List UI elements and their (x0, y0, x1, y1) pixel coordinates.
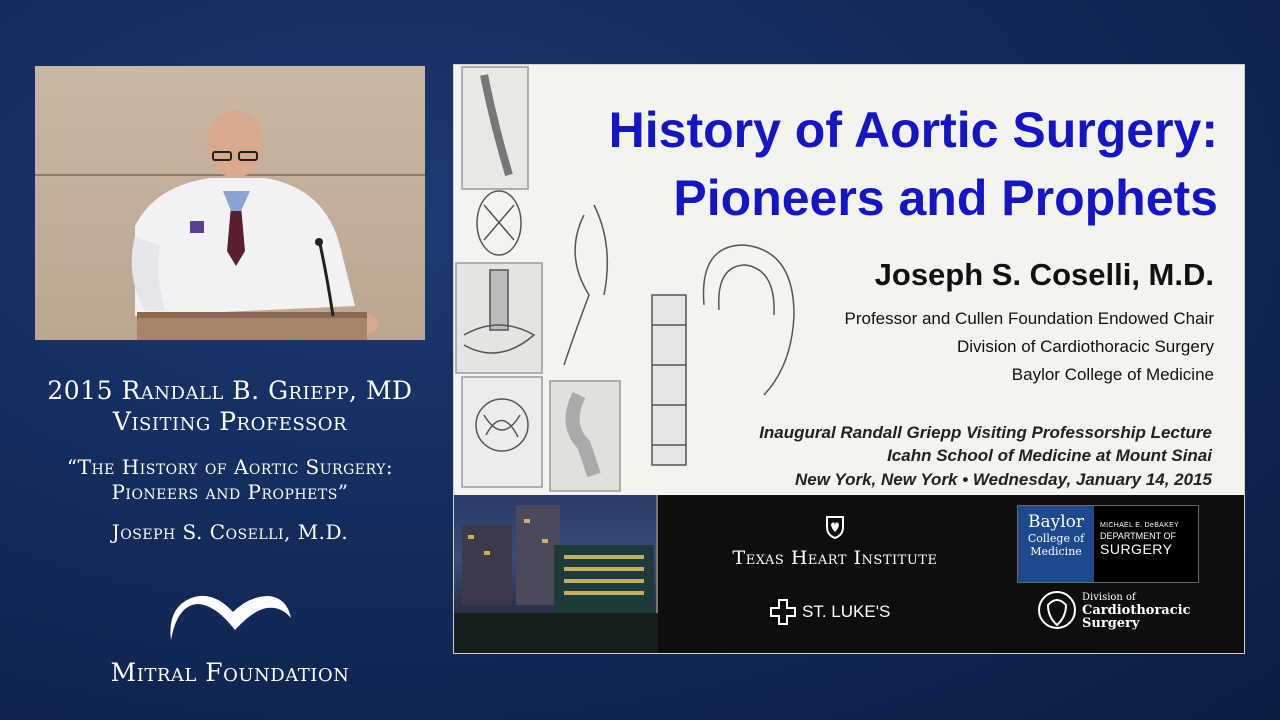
talk-title-line2: Pioneers and Prophets” (111, 480, 349, 504)
slide-footer (454, 495, 1245, 654)
cardiothoracic-division-logo: Division of Cardiothoracic Surgery (1036, 587, 1191, 633)
speaker-name: Joseph S. Coselli, M.D. (111, 520, 349, 544)
speaker-video (35, 66, 425, 340)
lecture-line: New York, New York • Wednesday, January 14, 2015 (795, 470, 1212, 489)
slide-author: Joseph S. Coselli, M.D. (874, 257, 1214, 292)
affiliation-line: Baylor College of Medicine (1011, 365, 1214, 384)
presentation-slide (453, 64, 1245, 654)
event-title-line2: Visiting Professor (112, 407, 348, 436)
hospital-photo (454, 495, 658, 654)
lecture-line: Icahn School of Medicine at Mount Sinai (887, 446, 1212, 465)
speaker-figure (35, 66, 425, 340)
texas-heart-institute-logo: Texas Heart Institute (720, 515, 950, 569)
heart-emblem-icon (1036, 587, 1078, 633)
cross-icon (770, 599, 796, 625)
affiliation-line: Division of Cardiothoracic Surgery (957, 337, 1214, 356)
lecture-line: Inaugural Randall Griepp Visiting Professorship Lecture (759, 423, 1212, 442)
mitral-foundation-logo-icon (163, 588, 297, 648)
slide-title-line1: History of Aortic Surgery: (608, 102, 1218, 158)
affiliation-line: Professor and Cullen Foundation Endowed Chair (844, 309, 1214, 328)
event-title-line1: 2015 Randall B. Griepp, MD (47, 376, 413, 405)
st-lukes-logo: ST. LUKE'S (770, 599, 890, 625)
talk-title-line1: “The History of Aortic Surgery: (66, 455, 394, 479)
slide-title-line2: Pioneers and Prophets (673, 170, 1218, 226)
foundation-name: Mitral Foundation (110, 658, 350, 687)
heart-shield-icon (824, 515, 846, 539)
baylor-logo: Baylor College of Medicine MICHAEL E. DeBAKEY DEPARTMENT OF SURGERY (1017, 505, 1199, 583)
